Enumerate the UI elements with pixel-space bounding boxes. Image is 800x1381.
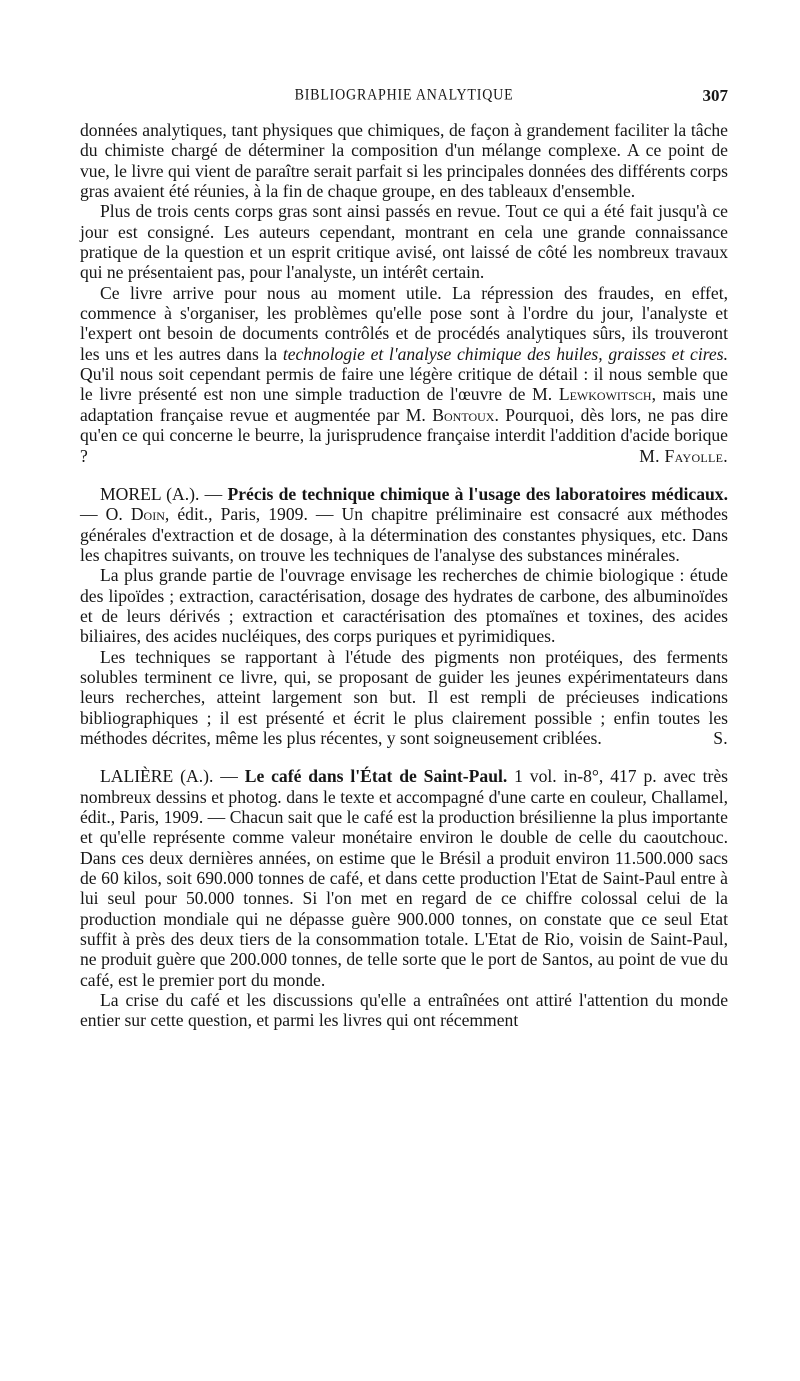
review-morel-paragraph-1 [80,484,728,565]
review-signature: S. [713,727,728,748]
text-run: 1 vol. in-8°, 417 p. avec très nombreux dessins et photog. dans le texte et accompagné d'une carte en couleur, Challamel, édit., Paris, 1909. — Chacun sait que le café est la production brésilienne la plus importante et qu'elle représente comme valeur monétaire environ le double de celle du caoutchouc. Dans ces deux dernières années, on estime que le Brésil a produit environ 11.500.000 sacs de 60 kilos, soit 690.000 tonnes de café, et dans cette production l'Etat de Saint-Paul entre à lui seul pour 50.000 tonnes. Si l'on met en regard de ce chiffre colossal celui de la production mondiale qui ne dépasse guère 900.000 tonnes, on constate que ce seul Etat suffit à près des deux tiers de la consommation totale. L'Etat de Rio, voisin de Saint-Paul, ne produit guère que 200.000 tonnes, de telle sorte que le port de Santos, au point de vue du café, est le premier port du monde. [80,766,729,990]
cited-book-title: technologie et l'analyse chimique des huiles, graisses et cires. [282,343,728,364]
review-morel-paragraph-3 [80,647,728,749]
text-run: Ce livre arrive pour nous au moment utile. La répression des fraudes, en effet, commence à s'organiser, les problèmes qu'elle pose sont à l'ordre du jour, l'analyste et l'expert ont besoin de documents contrôlés et de procédés analytiques sûrs, ils trouveront les uns et les autres dans la [80,282,728,364]
person-name-bontoux: Bontoux [432,404,495,425]
text-run: , mais une adaptation française revue et augmentée par M. [80,384,728,425]
review-laliere-paragraph-2: La crise du café et les discussions qu'elle a entraînées ont attiré l'attention du monde entier sur cette question, et parmi les livres qui ont récemment [80,990,728,1031]
review-fayolle-paragraph-2: Plus de trois cents corps gras sont ainsi passés en revue. Tout ce qui a été fait jusqu'à ce jour est consigné. Les auteurs cependant, montrant en cela une grande connaissance pratique de la question et un esprit critique avisé, ont laissé de côté les nombreux travaux qui ne présentaient pas, pour l'analyste, un intérêt certain. [80,201,728,283]
review-fayolle [80,120,728,466]
review-laliere-paragraph-1 [80,766,728,990]
entry-title: Le café dans l'État de Saint-Paul. [244,766,508,787]
text-run: Qu'il nous soit cependant permis de faire une légère critique de détail : il nous semble que le livre présenté est non une simple traduction de l'œuvre de M. [80,364,728,405]
review-fayolle-paragraph-3 [80,283,728,466]
review-morel-paragraph-2: La plus grande partie de l'ouvrage envisage les recherches de chimie biologique : étude des lipoïdes ; extraction, caractérisation, dosage des hydrates de carbone, des albuminoïdes et de leurs dérivés ; extraction et caractérisation des ptomaïnes et toxines, des acides biliaires, des acides nucléiques, des corps puriques et pyrimidiques. [80,565,728,647]
entry-title: Précis de technique chimique à l'usage des laboratoires médicaux. [227,483,728,504]
publisher-name: Doin [130,504,165,525]
person-name-lewkowitsch: Lewkowitsch [558,384,652,405]
text-run: , édit., Paris, 1909. — Un chapitre préliminaire est consacré aux méthodes générales d'extraction et de dosage, à la détermination des constantes physiques, etc. Dans les chapitres suivants, on trouve les techniques de l'analyse des substances minérales. [80,504,728,565]
entry-author: MOREL (A.). — [100,483,228,504]
review-morel [80,484,728,748]
review-fayolle-paragraph-1: données analytiques, tant physiques que chimiques, de façon à grandement faciliter la tâche du chimiste chargé de déterminer la composition d'un mélange complexe. A ce point de vue, le livre qui vient de paraître serait parfait si les principales données des différents corps gras avaient été réunies, à la fin de chaque groupe, en des tableaux d'ensemble. [80,120,728,202]
text-run: — O. [80,504,131,525]
running-title: BIBLIOGRAPHIE ANALYTIQUE [294,86,514,105]
text-run: . Pourquoi, dès lors, ne pas dire qu'en ce qui concerne le beurre, la jurisprudence française interdit l'addition d'acide borique ? [80,404,729,466]
review-laliere [80,766,728,1030]
page-header [80,84,728,120]
entry-author: LALIÈRE (A.). — [100,766,245,787]
review-signature: M. Fayolle. [639,445,728,466]
page-number: 307 [702,86,728,105]
page [80,84,728,1031]
text-run: Les techniques se rapportant à l'étude des pigments non protéiques, des ferments solubles terminent ce livre, qui, se proposant de guider les jeunes expérimentateurs dans leurs recherches, atteint largement son but. Il est rempli de précieuses indications bibliographiques ; il est présenté et écrit le plus clairement possible ; enfin toutes les méthodes décrites, même les plus récentes, y sont soigneusement criblées. [80,646,728,748]
